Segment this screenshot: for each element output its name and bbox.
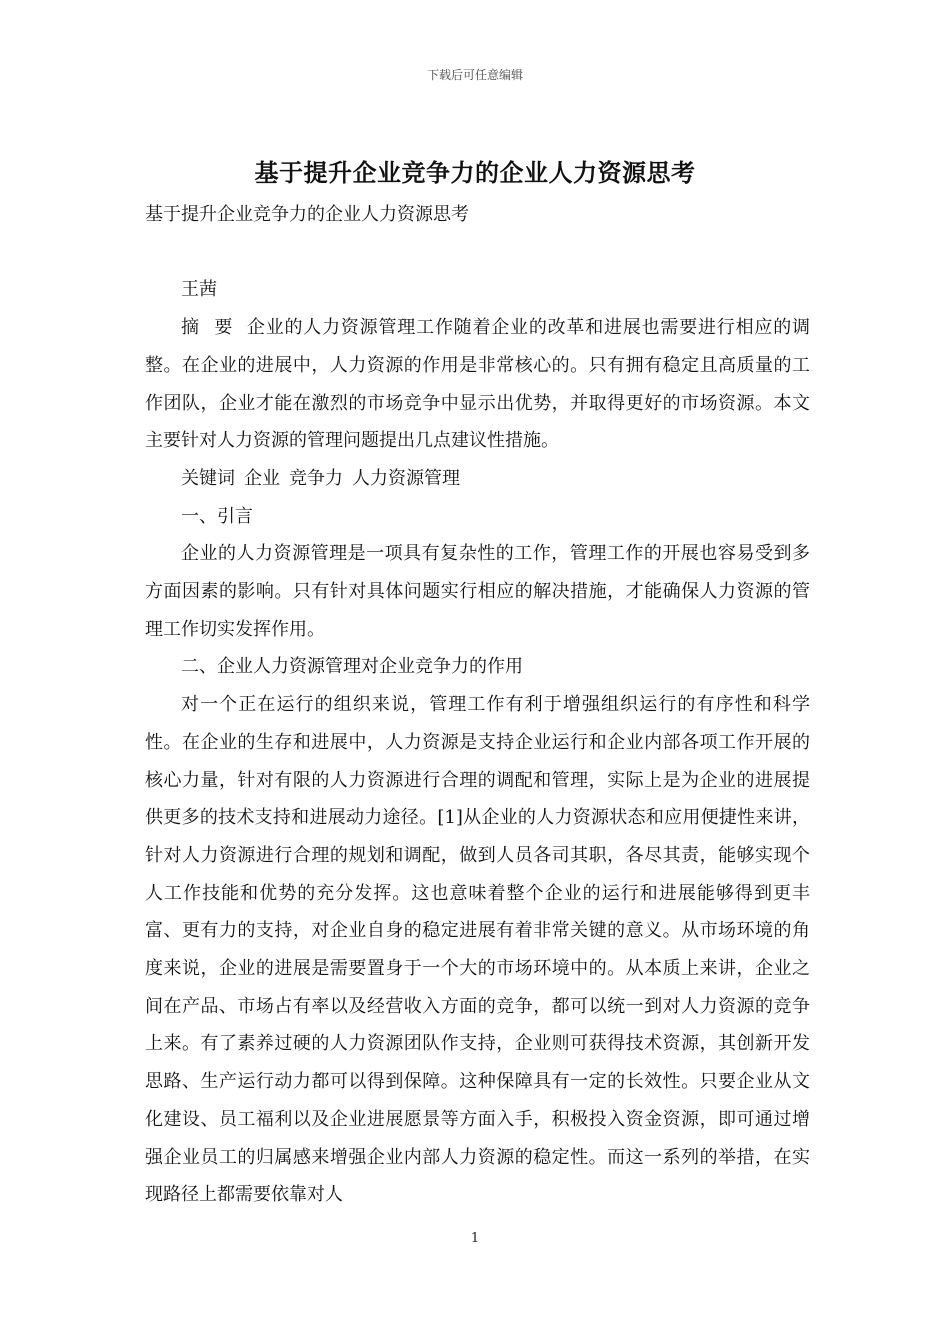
section-paragraph: 企业的人力资源管理是一项具有复杂性的工作，管理工作的开展也容易受到多方面因素的影响。只有针对具体问题实行相应的解决措施，才能确保人力资源的管理工作切实发挥作用。	[145, 543, 810, 640]
abstract-text: 企业的人力资源管理工作随着企业的改革和进展也需要进行相应的调整。在企业的进展中，人力资源的作用是非常核心的。只有拥有稳定且高质量的工作团队，企业才能在激烈的市场竞争中显示出优势，并取得更好的市场资源。本文主要针对人力资源的管理问题提出几点建议性措施。	[145, 317, 810, 452]
document-subtitle: 基于提升企业竞争力的企业人力资源思考	[145, 204, 469, 225]
section-heading: 二、企业人力资源管理对企业竞争力的作用	[181, 656, 523, 678]
keywords-label: 关键词	[181, 467, 235, 489]
author-name: 王茜	[181, 279, 217, 301]
keyword-item: 竞争力	[289, 467, 343, 489]
section-heading: 一、引言	[181, 505, 253, 527]
keywords-line	[145, 460, 810, 498]
keyword-item: 人力资源管理	[352, 467, 460, 489]
abstract-label: 摘 要	[181, 317, 238, 339]
keyword-item: 企业	[244, 467, 280, 489]
abstract-paragraph	[145, 309, 810, 460]
document-title: 基于提升企业竞争力的企业人力资源思考	[254, 158, 696, 187]
header-note: 下载后可任意编辑	[426, 68, 523, 82]
page-number: 1	[470, 1231, 480, 1246]
section-paragraph: 对一个正在运行的组织来说，管理工作有利于增强组织运行的有序性和科学性。在企业的生存和进展中，人力资源是支持企业运行和企业内部各项工作开展的核心力量，针对有限的人力资源进行合理的调配和管理，实际上是为企业的进展提供更多的技术支持和进展动力途径。[1]从企业的人力资源状态和应用便捷性来讲，针对人力资源进行合理的规划和调配，做到人员各司其职，各尽其责，能够实现个人工作技能和优势的充分发挥。这也意味着整个企业的运行和进展能够得到更丰富、更有力的支持，对企业自身的稳定进展有着非常关键的意义。从市场环境的角度来说，企业的进展是需要置身于一个大的市场环境中的。从本质上来讲，企业之间在产品、市场占有率以及经营收入方面的竞争，都可以统一到对人力资源的竞争上来。有了素养过硬的人力资源团队作支持，企业则可获得技术资源，其创新开发思路、生产运行动力都可以得到保障。这种保障具有一定的长效性。只要企业从文化建设、员工福利以及企业进展愿景等方面入手，积极投入资金资源，即可通过增强企业员工的归属感来增强企业内部人力资源的稳定性。而这一系列的举措，在实现路径上都需要依靠对人	[145, 694, 810, 1206]
document-body	[145, 196, 810, 1214]
